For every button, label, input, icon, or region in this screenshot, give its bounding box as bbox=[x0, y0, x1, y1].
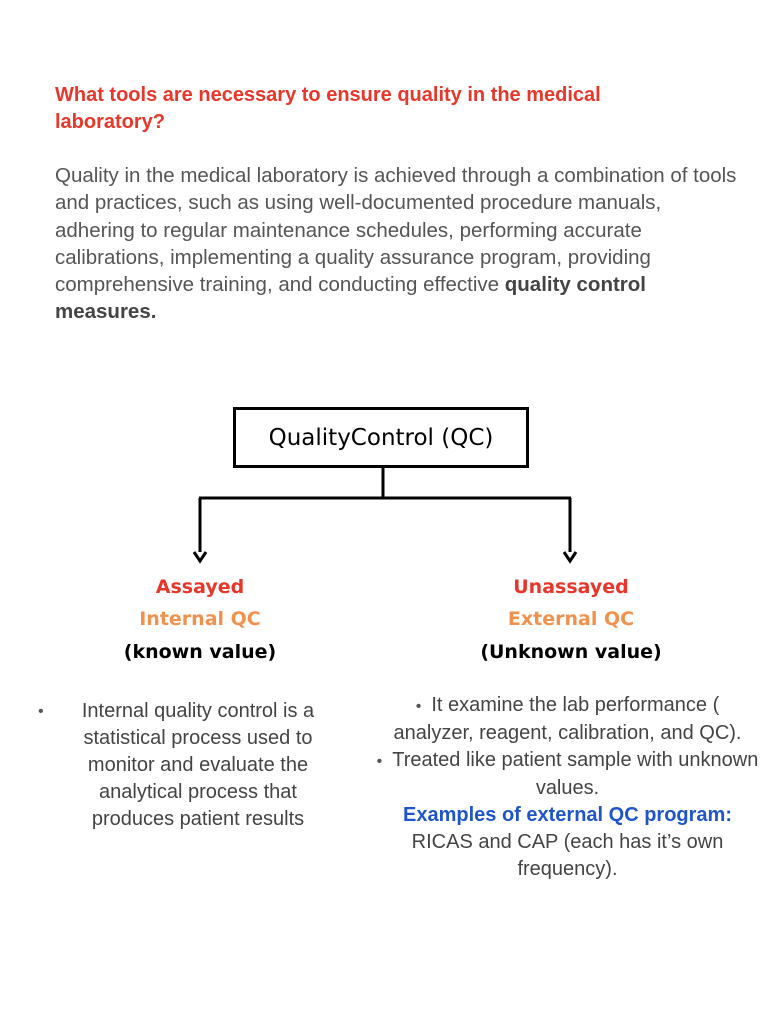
known-value-label: (known value) bbox=[123, 641, 277, 663]
qc-diagram bbox=[0, 380, 768, 690]
examples-heading: Examples of external QC program: bbox=[403, 804, 732, 826]
qc-root-box: QualityControl (QC) bbox=[233, 407, 529, 468]
external-bullet-2: • Treated like patient sample with unknown values. bbox=[376, 749, 759, 799]
right-arrowhead bbox=[564, 552, 576, 561]
bullet-icon: • bbox=[38, 703, 44, 720]
intro-paragraph bbox=[55, 162, 745, 326]
external-bullet-1: • It examine the lab performance ( analyzer, reagent, calibration, and QC). bbox=[393, 694, 742, 744]
bullet-icon: • bbox=[376, 753, 383, 770]
bullet-icon: • bbox=[415, 698, 422, 715]
left-arrowhead bbox=[194, 552, 206, 561]
external-qc-description bbox=[375, 692, 760, 883]
intro-bold-text: quality control measures. bbox=[55, 273, 646, 324]
unknown-value-label: (Unknown value) bbox=[480, 641, 662, 663]
assayed-label: Assayed bbox=[155, 576, 245, 598]
internal-qc-scope: Internal QC bbox=[139, 608, 261, 630]
external-qc-scope: External QC bbox=[507, 608, 635, 630]
internal-qc-description bbox=[38, 698, 338, 833]
intro-text: Quality in the medical laboratory is achieved through a combination of tools and practices, such as using well-documented procedure manuals, adhering to regular maintenance schedules, performing accurate calibrations, implementing a quality assurance program, providing comprehensive training, and conducting effective bbox=[55, 164, 737, 297]
internal-qc-label bbox=[70, 571, 330, 669]
external-qc-label bbox=[441, 571, 701, 669]
internal-qc-text: Internal quality control is a statistical process used to monitor and evaluate the analytical process that produces patient results bbox=[81, 700, 315, 830]
question-heading: What tools are necessary to ensure quality in the medical laboratory? bbox=[55, 84, 601, 133]
examples-text: RICAS and CAP (each has it’s own frequency). bbox=[411, 831, 724, 880]
unassayed-label: Unassayed bbox=[513, 576, 629, 598]
